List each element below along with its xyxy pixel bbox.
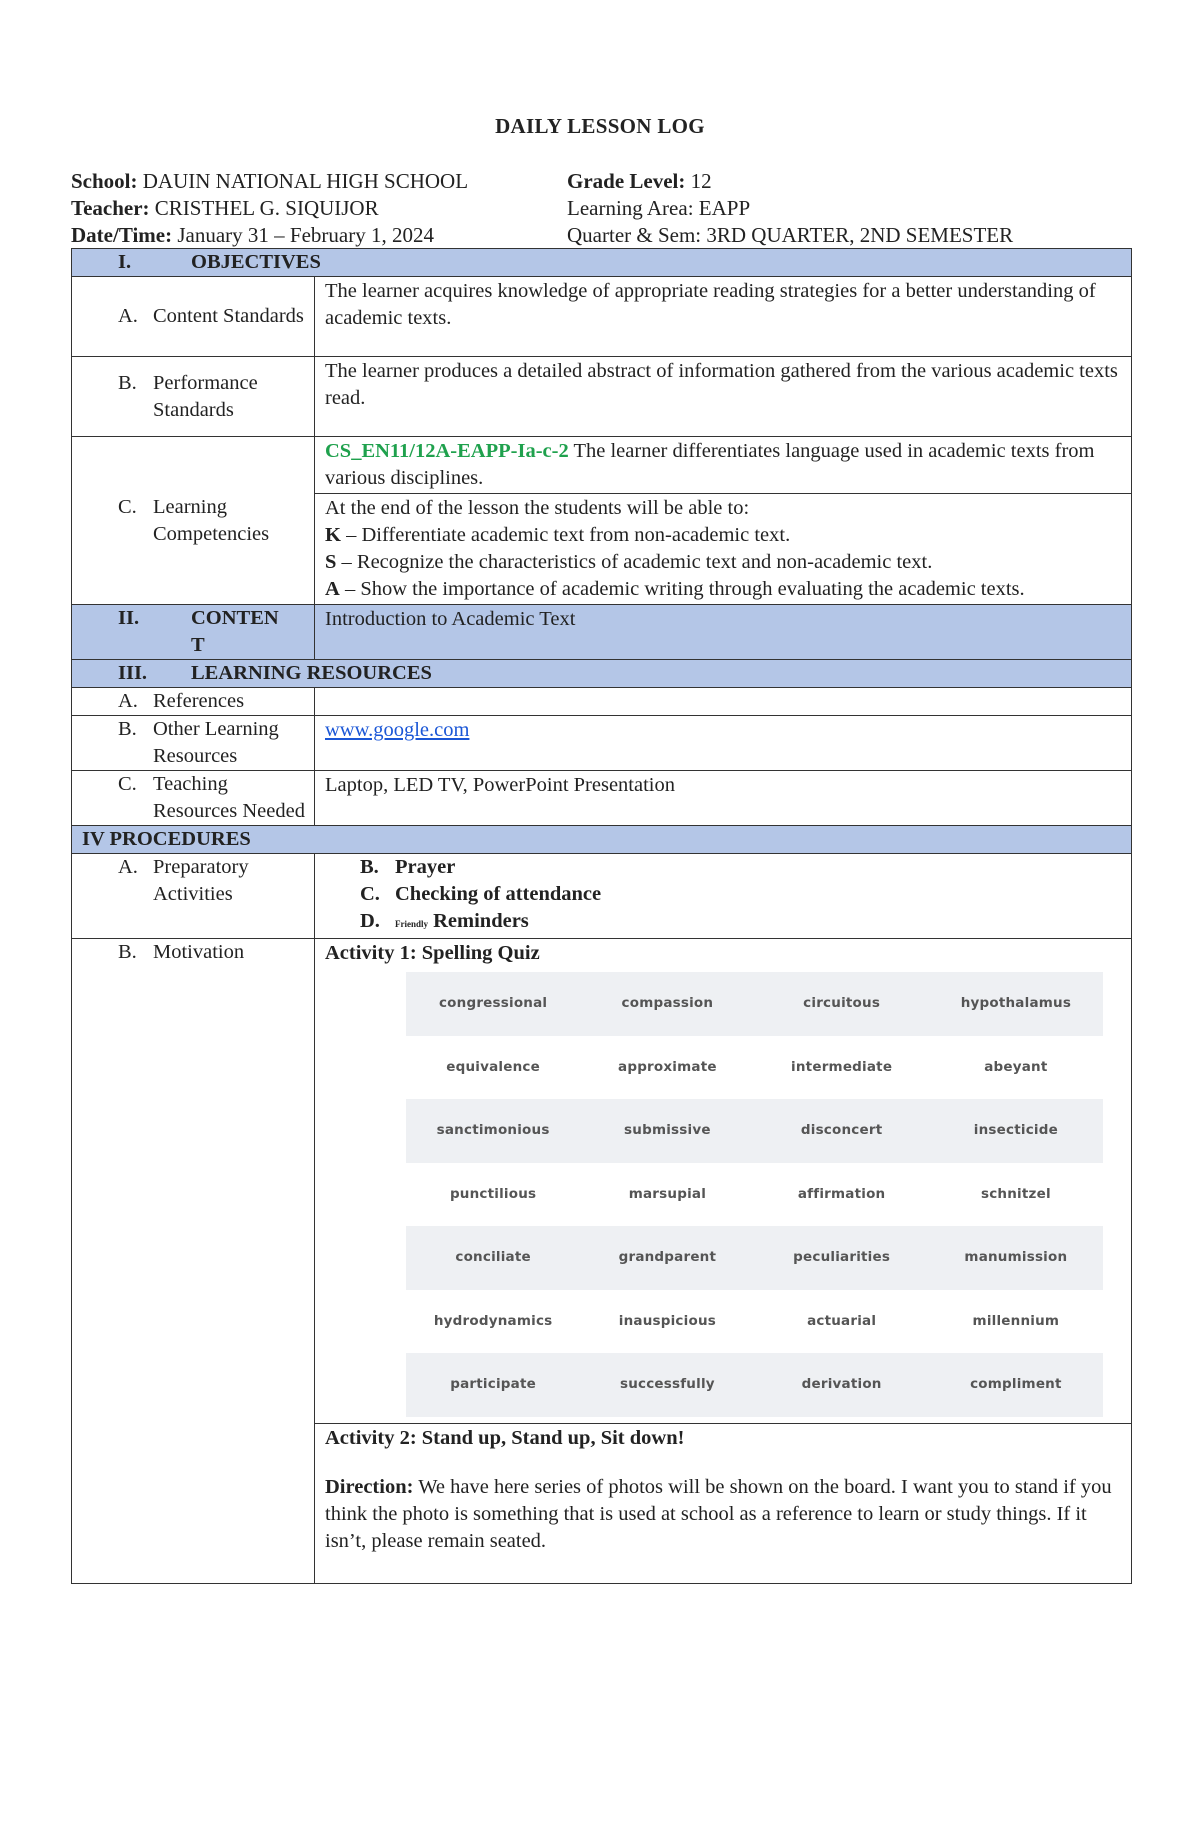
skill-letter: S: [325, 551, 337, 573]
references-letter: A.: [118, 690, 138, 712]
friendly-small-text: Friendly: [395, 919, 428, 929]
date-value: January 31 – February 1, 2024: [177, 223, 434, 247]
spelling-word: actuarial: [807, 1312, 877, 1329]
competency-code: CS_EN11/12A-EAPP-Ia-c-2: [325, 440, 569, 462]
spelling-word: affirmation: [797, 1185, 886, 1202]
attendance-text: Checking of attendance: [395, 883, 602, 905]
learning-competencies-label: Learning Competencies: [153, 495, 270, 545]
spelling-word: disconcert: [800, 1122, 883, 1139]
grade-label: Grade Level:: [567, 169, 686, 193]
spelling-word: compliment: [970, 1376, 1062, 1393]
date-label: Date/Time:: [71, 223, 173, 247]
attitude-text: – Show the importance of academic writing through evaluating the academic texts.: [339, 578, 1025, 600]
knowledge-text: – Differentiate academic text from non-academic text.: [340, 524, 791, 546]
word-row: [406, 1163, 1103, 1227]
teacher-label: Teacher:: [71, 196, 150, 220]
teaching-resources-letter: C.: [118, 773, 137, 795]
word-row: [406, 1353, 1103, 1417]
school-label: School:: [71, 169, 138, 193]
preparatory-list: [315, 854, 1131, 938]
motivation-letter: B.: [118, 941, 137, 963]
performance-standards-text: The learner produces a detailed abstract of information gathered from the various academic texts read.: [325, 360, 1118, 409]
skill-text: – Recognize the characteristics of academic text and non-academic text.: [336, 551, 933, 573]
reminders-letter: D.: [360, 910, 380, 932]
spelling-word: hypothalamus: [960, 995, 1072, 1012]
content-standards-label: Content Standards: [153, 305, 304, 327]
other-resources-letter: B.: [118, 718, 137, 740]
preparatory-row: [72, 854, 1132, 939]
spelling-word: hydrodynamics: [433, 1312, 553, 1329]
attendance-letter: C.: [360, 883, 380, 905]
teaching-resources-row: [72, 771, 1132, 826]
spelling-word: conciliate: [455, 1249, 531, 1266]
spelling-word: participate: [450, 1376, 536, 1393]
learning-area: Learning Area: EAPP: [567, 196, 751, 220]
content-standards-letter: A.: [118, 305, 138, 327]
spelling-word: approximate: [618, 1058, 717, 1075]
direction-label: Direction:: [325, 1475, 414, 1498]
teaching-resources-label: Teaching Resources Needed: [153, 773, 305, 822]
word-row: [406, 1036, 1103, 1100]
google-link[interactable]: www.google.com: [325, 719, 470, 741]
resources-band: [72, 660, 1132, 688]
content-num: II.: [118, 607, 140, 629]
activity2-title: Activity 2: Stand up, Stand up, Sit down!: [325, 1426, 685, 1449]
spelling-word: sanctimonious: [436, 1122, 550, 1139]
teaching-resources-text: Laptop, LED TV, PowerPoint Presentation: [325, 774, 675, 796]
word-row: [406, 972, 1103, 1036]
learning-competencies-letter: C.: [118, 495, 137, 518]
teacher-value: CRISTHEL G. SIQUIJOR: [154, 196, 379, 220]
school-value: DAUIN NATIONAL HIGH SCHOOL: [142, 169, 469, 193]
header-left: [71, 168, 468, 249]
spelling-word: marsupial: [628, 1185, 707, 1202]
content-standards-row: [72, 277, 1132, 357]
objectives-band: [72, 249, 1132, 277]
reminders-text: Reminders: [428, 910, 529, 932]
spelling-word: abeyant: [984, 1058, 1048, 1075]
grade-value: 12: [690, 169, 712, 193]
activity1-title: Activity 1: Spelling Quiz: [325, 942, 540, 964]
word-row: [406, 1226, 1103, 1290]
performance-standards-row: [72, 357, 1132, 437]
header-right: [567, 168, 1013, 249]
prayer-letter: B.: [360, 856, 379, 878]
objectives-heading: OBJECTIVES: [191, 251, 321, 273]
spelling-word: compassion: [621, 995, 714, 1012]
spelling-word: equivalence: [446, 1058, 540, 1075]
word-row: [406, 1290, 1103, 1354]
spelling-word: derivation: [801, 1376, 882, 1393]
spelling-word: manumission: [964, 1249, 1068, 1266]
resources-heading: LEARNING RESOURCES: [191, 662, 432, 684]
spelling-word: peculiarities: [793, 1249, 891, 1266]
learning-competencies-row: [72, 437, 1132, 494]
other-resources-label: Other Learning Resources: [153, 718, 279, 767]
spelling-word: intermediate: [791, 1058, 893, 1075]
content-band: [72, 605, 1132, 660]
spelling-word: successfully: [619, 1376, 715, 1393]
quarter-sem: Quarter & Sem: 3RD QUARTER, 2ND SEMESTER: [567, 223, 1014, 247]
objectives-num: I.: [118, 251, 132, 273]
spelling-word: grandparent: [618, 1249, 717, 1266]
spelling-word: insecticide: [973, 1122, 1058, 1139]
other-resources-row: [72, 716, 1132, 771]
performance-standards-label: Performance Standards: [153, 371, 258, 421]
direction-text: We have here series of photos will be shown on the board. I want you to stand if you think the photo is something that is used at school as a reference to learn or study things. If it isn’t, please remain seated.: [325, 1475, 1112, 1552]
references-label: References: [153, 690, 245, 712]
spelling-word: inauspicious: [618, 1312, 716, 1329]
spelling-word: punctilious: [449, 1185, 537, 1202]
references-row: [72, 688, 1132, 716]
competency-text: The learner differentiates language used in academic texts from various disciplines.: [325, 440, 1095, 489]
content-heading: CONTEN T: [191, 607, 279, 656]
performance-standards-letter: B.: [118, 371, 137, 394]
motivation-label: Motivation: [153, 941, 245, 963]
page-title: DAILY LESSON LOG: [495, 114, 705, 138]
spelling-word: circuitous: [803, 995, 881, 1012]
preparatory-letter: A.: [118, 856, 138, 878]
objectives-intro: At the end of the lesson the students will be able to:: [325, 497, 750, 519]
lesson-log-table: [71, 248, 1132, 1584]
motivation-row: [72, 939, 1132, 1424]
content-standards-text: The learner acquires knowledge of appropriate reading strategies for a better understanding of academic texts.: [325, 280, 1096, 329]
spelling-word: congressional: [438, 995, 548, 1012]
spelling-word: schnitzel: [980, 1185, 1051, 1202]
procedures-band: [72, 826, 1132, 854]
knowledge-letter: K: [325, 524, 341, 546]
resources-num: III.: [118, 662, 148, 684]
attitude-letter: A: [325, 578, 340, 600]
prayer-text: Prayer: [395, 856, 456, 878]
content-text: Introduction to Academic Text: [325, 608, 576, 630]
spelling-word: submissive: [624, 1122, 711, 1139]
spelling-word-grid: [406, 972, 1103, 1417]
preparatory-label: Preparatory Activities: [153, 856, 249, 905]
procedures-heading: IV PROCEDURES: [82, 828, 251, 850]
spelling-word: millennium: [972, 1312, 1060, 1329]
word-row: [406, 1099, 1103, 1163]
